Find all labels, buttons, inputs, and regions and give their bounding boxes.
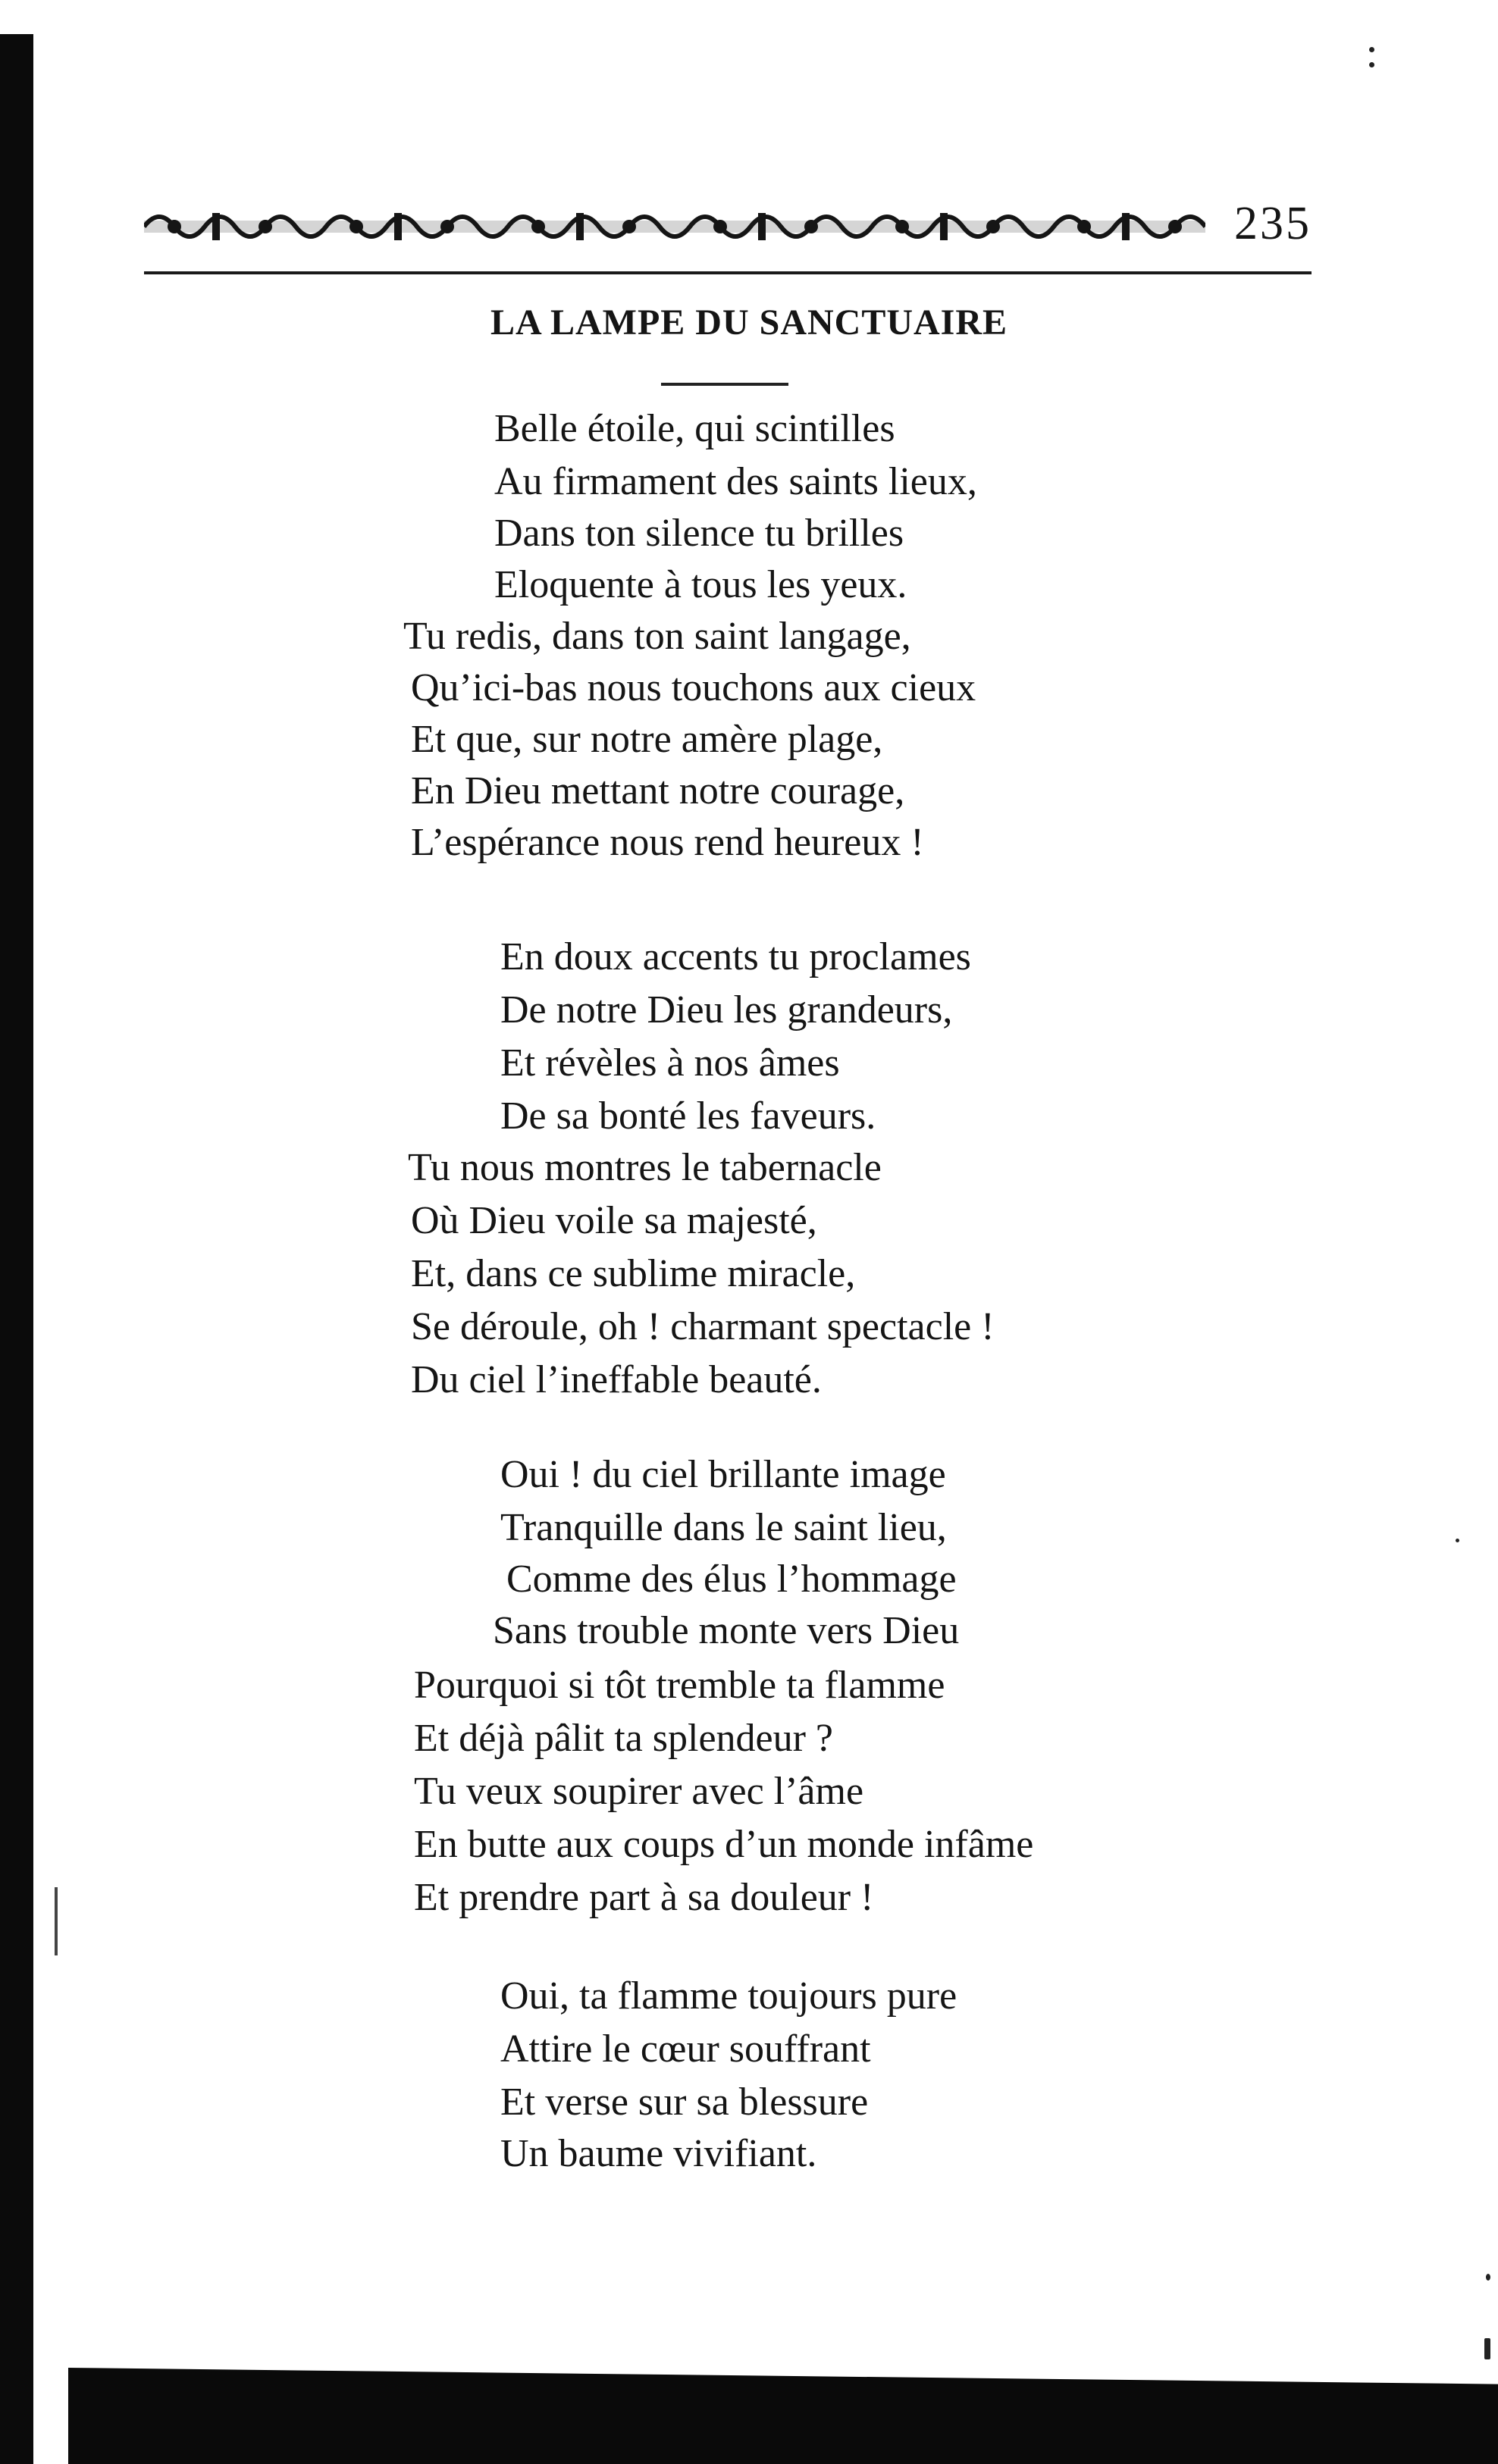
verse-line: Eloquente à tous les yeux.: [494, 563, 907, 606]
poem-title: LA LAMPE DU SANCTUAIRE: [490, 302, 1008, 343]
verse-line: Sans trouble monte vers Dieu: [493, 1609, 960, 1652]
verse-line: Oui, ta flamme toujours pure: [500, 1974, 957, 2018]
header-rule: [144, 271, 1312, 274]
scan-bottom-bar: [68, 2368, 1498, 2464]
verse-line: Tranquille dans le saint lieu,: [500, 1506, 947, 1549]
verse-line: Tu nous montres le tabernacle: [408, 1146, 882, 1189]
verse-line: Et que, sur notre amère plage,: [411, 718, 883, 761]
scan-speck: [1369, 47, 1374, 52]
scan-left-edge: [0, 34, 33, 2464]
header-ornament-icon: [144, 210, 1205, 243]
verse-line: Comme des élus l’hommage: [506, 1558, 957, 1601]
verse-line: De notre Dieu les grandeurs,: [500, 988, 953, 1032]
verse-line: En Dieu mettant notre courage,: [411, 769, 905, 812]
verse-line: Et verse sur sa blessure: [500, 2080, 869, 2124]
verse-line: Et prendre part à sa douleur !: [414, 1876, 874, 1919]
verse-line: De sa bonté les faveurs.: [500, 1094, 876, 1138]
scan-speck: [1486, 2274, 1490, 2281]
verse-line: Oui ! du ciel brillante image: [500, 1453, 946, 1496]
verse-line: Se déroule, oh ! charmant spectacle !: [411, 1305, 995, 1348]
scan-speck: [1456, 1539, 1459, 1542]
verse-line: Belle étoile, qui scintilles: [494, 407, 895, 450]
verse-line: Au firmament des saints lieux,: [494, 460, 977, 503]
verse-line: Et déjà pâlit ta splendeur ?: [414, 1717, 834, 1760]
verse-line: Attire le cœur souffrant: [500, 2027, 871, 2071]
verse-line: Tu redis, dans ton saint langage,: [403, 615, 911, 658]
scan-speck: [1369, 62, 1374, 67]
title-rule: [661, 383, 788, 386]
page-number: 235: [1234, 198, 1312, 249]
scan-margin-mark: [55, 1887, 58, 1955]
verse-line: En butte aux coups d’un monde infâme: [414, 1823, 1034, 1866]
verse-line: Pourquoi si tôt tremble ta flamme: [414, 1664, 945, 1707]
verse-line: Un baume vivifiant.: [500, 2132, 817, 2175]
verse-line: Où Dieu voile sa majesté,: [411, 1199, 817, 1242]
verse-line: Dans ton silence tu brilles: [494, 512, 904, 555]
scan-speck: [1484, 2338, 1490, 2359]
verse-line: Et révèles à nos âmes: [500, 1041, 840, 1085]
verse-line: Du ciel l’ineffable beauté.: [411, 1358, 822, 1401]
verse-line: Qu’ici-bas nous touchons aux cieux: [411, 666, 976, 709]
running-head: [144, 193, 1312, 254]
verse-line: L’espérance nous rend heureux !: [411, 821, 924, 864]
verse-line: Tu veux soupirer avec l’âme: [414, 1770, 864, 1813]
verse-line: Et, dans ce sublime miracle,: [411, 1252, 856, 1295]
verse-line: En doux accents tu proclames: [500, 935, 971, 978]
